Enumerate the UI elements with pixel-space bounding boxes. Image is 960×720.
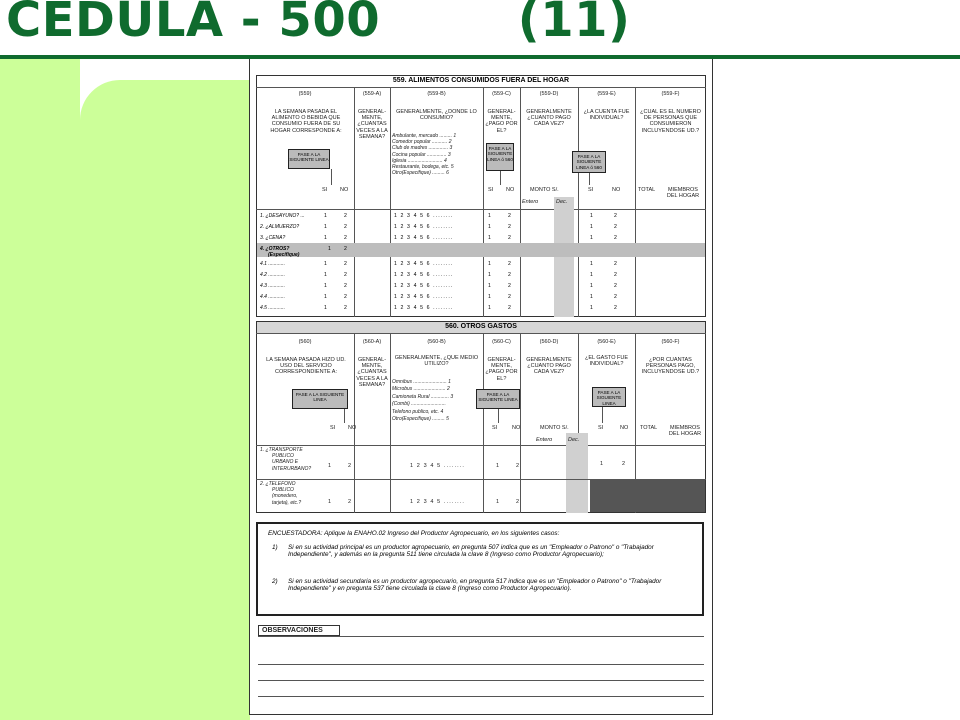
- q-559-d: GENERALMENTE ¿CUANTO PAGO CADA VEZ?: [526, 109, 572, 128]
- q-559-a: GENERAL-MENTE, ¿CUANTAS VECES A LA SEMANA?: [356, 109, 388, 140]
- table-row: 4.2 ............ 1 2 1 2 3 4 5 6 ........ 1 2 1 2: [260, 272, 617, 278]
- col-560-a: (560-A): [362, 339, 382, 345]
- table-row: 4.3 ............ 1 2 1 2 3 4 5 6 ........ 1 2 1 2: [260, 283, 617, 289]
- section-559-title: 559. ALIMENTOS CONSUMIDOS FUERA DEL HOGAR: [392, 77, 570, 84]
- col-559-e: (559-E): [597, 91, 616, 97]
- table-row: 4. ¿OTROS? (Especifique) 1 2: [260, 246, 347, 258]
- q-560-d: GENERALMENTE ¿CUANTO PAGO CADA VEZ?: [526, 357, 572, 376]
- q-560: LA SEMANA PASADA HIZO UD. USO DEL SERVICIO CORRESPONDIENTE A:: [266, 357, 346, 376]
- q-559-b-options: Ambulante, mercado ......... 1 Comedor popular ........... 2 Club de madres .............. 3 Cocina popular .............. 3 Iglesia ......................... 4 Restaurante, bodega, etc. 5 Otro(Especifique) ......... 6: [392, 133, 457, 177]
- table-row: 4.5 ............ 1 2 1 2 3 4 5 6 ........ 1 2 1 2: [260, 305, 617, 311]
- col-559: (559): [298, 91, 312, 97]
- q-560-b: GENERALMENTE, ¿QUE MEDIO UTILIZO?: [394, 355, 479, 368]
- section-560-title: 560. OTROS GASTOS: [445, 323, 517, 330]
- pase-box-560-e: PASE A LA SIGUIENTE LINEA: [592, 387, 626, 407]
- q-559-c: GENERAL-MENTE, ¿PAGO POR EL?: [485, 109, 518, 134]
- col-559-f: (559-F): [661, 91, 680, 97]
- q-560-b-options: Omnibus ........................ 1 Microbus ....................... 2 Camioneta Rural ............. 3 (Combi) ......................... Telefono publico, etc. 4 Otro(Especifique) ......... 5: [392, 379, 454, 423]
- table-row: 3. ¿CENA? 1 2 1 2 3 4 5 6 ........ 1 2 1 2: [260, 235, 617, 241]
- q-559: LA SEMANA PASADA EL ALIMENTO O BEBIDA QUE CONSUMIO FUERA DE SU HOGAR CORRESPONDE A:: [270, 109, 342, 134]
- col-560-e: (560-E): [597, 339, 616, 345]
- observaciones-line[interactable]: [258, 696, 704, 697]
- q-559-f: ¿CUAL ES EL NUMERO DE PERSONAS QUE CONSUMIERON INCLUYENDOSE UD.?: [640, 109, 701, 134]
- encuestadora-item2: Si en su actividad secundaria es un productor agropecuario, en pregunta 517 indica que es un "Empleador o Patrono" o "Trabajador Independiente" y en pregunta 537 tiene circulada la clave 8 (Ingreso como Productor Agropecuario).: [288, 578, 662, 593]
- col-560-f: (560-F): [661, 339, 680, 345]
- table-row: 4.4 ............ 1 2 1 2 3 4 5 6 ........ 1 2 1 2: [260, 294, 617, 300]
- table-row: 4.1 ............ 1 2 1 2 3 4 5 6 ........ 1 2 1 2: [260, 261, 617, 267]
- row-telefono: 2. ¿TELEFONO PUBLICO (monedero, tarjeta), etc.?: [260, 481, 302, 506]
- row-transporte: 1. ¿TRANSPORTE PUBLICO URBANO E INTERURBANO?: [260, 447, 312, 472]
- col-559-b: (559-B): [427, 91, 446, 97]
- monto-label: MONTO S/.: [530, 187, 559, 193]
- left-decor-curve: [80, 80, 250, 720]
- pase-box-559-c: PASE A LA SIGUIENTE LINEA ó 560: [486, 143, 514, 171]
- pase-box-560-c: PASE A LA SIGUIENTE LINEA: [476, 389, 520, 409]
- col-560-c: (560-C): [492, 339, 511, 345]
- q-560-a: GENERAL-MENTE, ¿CUANTAS VECES A LA SEMANA?: [356, 357, 388, 388]
- encuestadora-lead: ENCUESTADORA: Aplique la ENAHO.02 Ingreso del Productor Agropecuario, en los siguientes casos:: [268, 530, 560, 537]
- q-559-e: ¿LA CUENTA FUE INDIVIDUAL?: [583, 109, 630, 122]
- col-559-a: (559-A): [362, 91, 382, 97]
- pase-box-559-e: PASE A LA SIGUIENTE LINEA ó 560: [572, 151, 606, 173]
- table-row: 1. ¿DESAYUNO? ... 1 2 1 2 3 4 5 6 ........ 1 2 1 2: [260, 213, 617, 219]
- encuestadora-box: ENCUESTADORA: Aplique la ENAHO.02 Ingreso del Productor Agropecuario, en los siguientes casos: 1) Si en su actividad principal es un productor agropecuario, en pregunta 507 indica que es un "Empleador o Patrono" o "Trabajador Independiente", y además en la pregunta 511 tiene circulada la clave 8 (Ingreso como Productor Agropecuario); 2) Si en su actividad secundaria es un productor agropecuario, en pregunta 517 indica que es un "Empleador o Patrono" o "Trabajador Independiente" y en pregunta 537 tiene circulada la clave 8 (Ingreso como Productor Agropecuario).: [256, 522, 704, 616]
- observaciones-label: OBSERVACIONES: [258, 625, 340, 636]
- survey-form: 559. ALIMENTOS CONSUMIDOS FUERA DEL HOGAR (559) (559-A) (559-B) (559-C) (559-D) (559-E) (559-F) LA SEMANA PASADA EL ALIMENTO O BEBIDA QUE CONSUMIO FUERA DE SU HOGAR CORRESPONDE A: GENERAL-MENTE, ¿CUANTAS VECES A LA SEMANA? GENERALMENTE, ¿DONDE LO CONSUMIO? Ambulante, mercado ......... 1 Comedor popular ........... 2 Club de madres .............. 3 Cocina popular .............. 3 Iglesia ......................... 4 Restaurante, bodega, etc. 5 Otro(Especifique) ......... 6 GENERAL-MENTE, ¿PAGO POR EL? GENERALMENTE ¿CUANTO PAGO CADA VEZ? ¿LA CUENTA FUE INDIVIDUAL? ¿CUAL ES EL NUMERO DE PERSONAS QUE CONSUMIERON INCLUYENDOSE UD.? PASE A LA SIGUIENTE LINEA PASE A LA SIGUIENTE LINEA ó 560 PASE A LA SIGUIENTE LINEA ó 560 SI NO SI NO MONTO S/. Entero Dec. SI NO TOTAL MIEMBROS DEL HOGAR 1. ¿DESAYUNO? ... 1 2 1 2 3 4 5 6 ........ 1 2 1 2 2. ¿ALMUERZO? 1 2 1 2 3 4 5 6 ........ 1 2 1 2 3. ¿CENA? 1 2 1 2 3 4 5 6 ........ 1 2 1 2 4. ¿OTROS? (Especifique) 1 2 4.1 ............ 1 2 1 2 3 4 5 6 ........ 1 2 1 2 4.2 ............ 1 2 1 2 3 4 5 6 ........ 1 2 1 2 4.3 ............ 1 2 1 2 3 4 5 6 ........ 1 2 1 2 4.4 ............ 1 2 1 2 3 4 5 6 ........ 1 2 1 2 4.5 ............ 1 2 1 2 3 4 5 6 ........ 1 2 1 2 560. OTROS GASTOS (560) (560-A) (560-B) (560-C) (560-D) (560-E) (560-F) LA SEMANA PASADA HIZO UD. USO DEL SERVICIO CORRESPONDIENTE A: GENERAL-MENTE, ¿CUANTAS VECES A LA SEMANA? GENERALMENTE, ¿QUE MEDIO UTILIZO? Omnibus ........................ 1 Microbus ....................... 2 Camioneta Rural ............. 3 (Combi) ......................... Telefono publico, etc. 4 Otro(Especifique) ......... 5 GENERAL-MENTE, ¿PAGO POR EL? GENERALMENTE ¿CUANTO PAGO CADA VEZ? ¿EL GASTO FUE INDIVIDUAL? ¿POR CUANTAS PERSONAS PAGO, INCLUYENDOSE UD.? PASE A LA SIGUIENTE LINEA PASE A LA SIGUIENTE LINEA PASE A LA SIGUIENTE LINEA SI NO SI NO MONTO S/. Entero Dec. SI NO TOTAL MIEMBROS DEL HOGAR 1. ¿TRANSPORTE PUBLICO URBANO E INTERURBANO? 1 2 1 2 3 4 5 ........ 1 2 1 2 2. ¿TELEFONO PUBLICO (monedero, tarjeta), etc.? 1 2 1 2 3 4 5 ........ 1 2 ENCUESTADORA: Aplique la ENAHO.02 Ingreso del Productor Agropecuario, en los siguientes casos: 1) Si en su actividad principal es un productor agropecuario, en pregunta 507 indica que es un "Empleador o Patrono" o "Trabajador Independiente", y además en la pregunta 511 tiene circulada la clave 8 (Ingreso como Productor Agropecuario); 2) Si en su actividad secundaria es un productor agropecuario, en pregunta 517 indica que es un "Empleador o Patrono" o "Trabajador Independiente" y en pregunta 537 tiene circulada la clave 8 (Ingreso como Productor Agropecuario). OBSERVACIONES: [249, 59, 713, 715]
- pase-box-559: PASE A LA SIGUIENTE LINEA: [288, 149, 330, 169]
- observaciones-line[interactable]: [258, 680, 704, 681]
- page-title: CEDULA - 500 (11): [6, 0, 631, 48]
- table-row: 2. ¿ALMUERZO? 1 2 1 2 3 4 5 6 ........ 1 2 1 2: [260, 224, 617, 230]
- col-560-b: (560-B): [427, 339, 446, 345]
- q-560-c: GENERAL-MENTE, ¿PAGO POR EL?: [485, 357, 518, 382]
- left-decor-bar: [0, 59, 80, 720]
- q-560-f: ¿POR CUANTAS PERSONAS PAGO, INCLUYENDOSE UD.?: [641, 357, 700, 376]
- col-559-c: (559-C): [492, 91, 511, 97]
- observaciones-line[interactable]: [258, 664, 704, 665]
- col-560-d: (560-D): [539, 339, 559, 345]
- observaciones-line[interactable]: [258, 636, 704, 637]
- q-560-e: ¿EL GASTO FUE INDIVIDUAL?: [584, 355, 629, 368]
- col-560: (560): [298, 339, 312, 345]
- col-559-d: (559-D): [539, 91, 559, 97]
- encuestadora-item1: Si en su actividad principal es un productor agropecuario, en pregunta 507 indica que es un "Empleador o Patrono" o "Trabajador Independiente", y además en la pregunta 511 tiene circulada la clave 8 (Ingreso como Productor Agropecuario);: [288, 544, 654, 559]
- pase-box-560: PASE A LA SIGUIENTE LINEA: [292, 389, 348, 409]
- q-559-b: GENERALMENTE, ¿DONDE LO CONSUMIO?: [396, 109, 477, 122]
